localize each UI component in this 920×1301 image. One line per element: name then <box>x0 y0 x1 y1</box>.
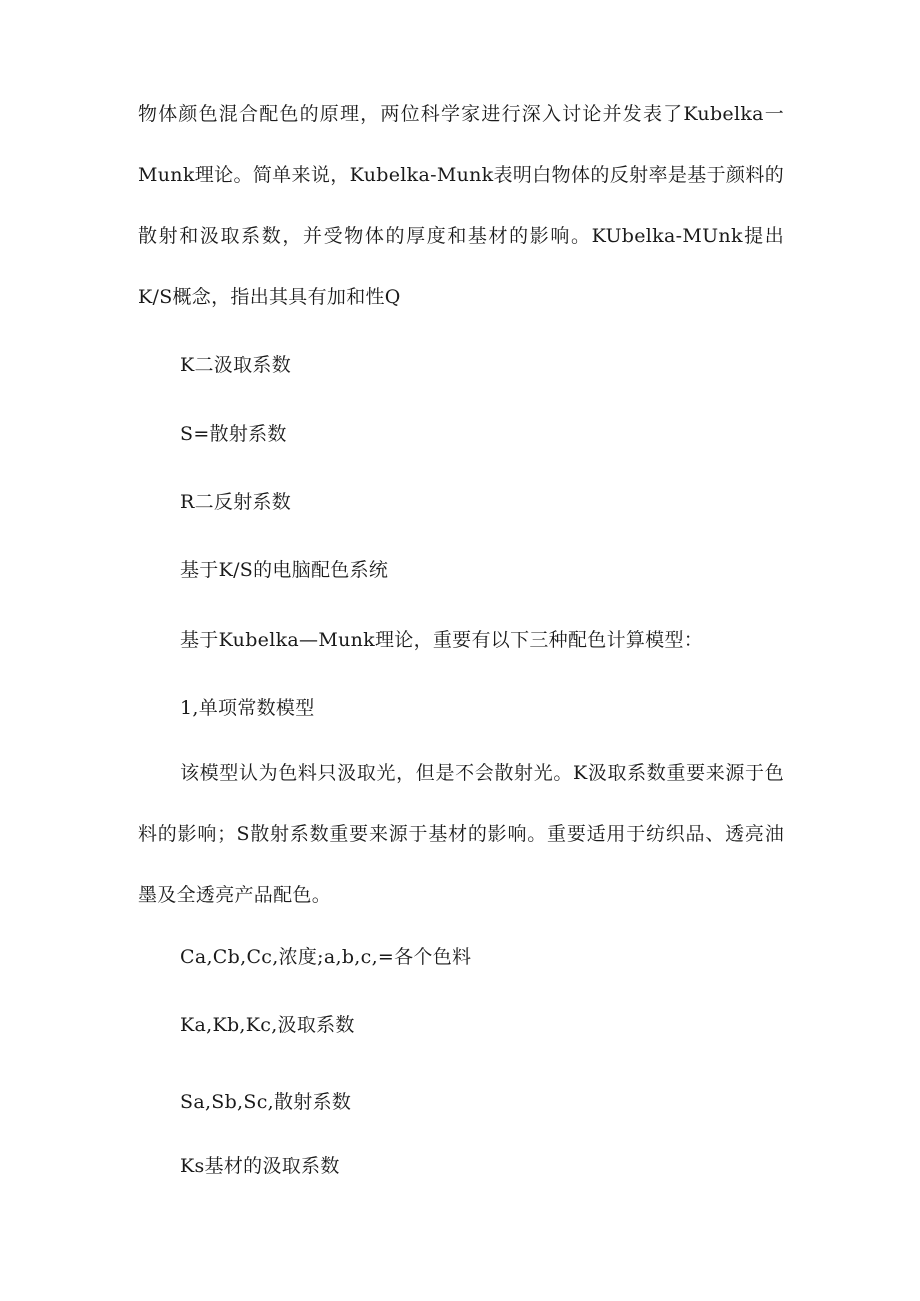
model1-heading: 1,单项常数模型 <box>180 697 315 719</box>
substrate-absorption: Ks基材的汲取系数 <box>180 1155 340 1177</box>
system-heading: 基于K/S的电脑配色系统 <box>180 559 389 581</box>
absorption-variables: Ka,Kb,Kc,汲取系数 <box>180 1014 355 1036</box>
scattering-variables: Sa,Sb,Sc,散射系数 <box>180 1091 352 1113</box>
model1-description: 该模型认为色料只汲取光，但是不会散射光。K汲取系数重要来源于色料的影响；S散射系数重要来源于基材的影响。重要适用于纺织品、透亮油墨及全透亮产品配色。 <box>138 762 784 906</box>
r-definition: R二反射系数 <box>180 491 292 513</box>
intro-paragraph: 物体颜色混合配色的原理，两位科学家进行深入讨论并发表了Kubelka一Munk理论。简单来说，Kubelka-Munk表明白物体的反射率是基于颜料的散射和汲取系数，并受物体的厚度和基材的影响。KUbelka-MUnk提出K/S概念，指出其具有加和性Q <box>138 103 784 308</box>
models-intro: 基于Kubelka—Munk理论，重要有以下三种配色计算模型： <box>180 629 704 651</box>
s-definition: S=散射系数 <box>180 423 287 445</box>
k-definition: K二汲取系数 <box>180 354 291 376</box>
concentration-definition: Ca,Cb,Cc,浓度;a,b,c,=各个色料 <box>180 946 472 968</box>
